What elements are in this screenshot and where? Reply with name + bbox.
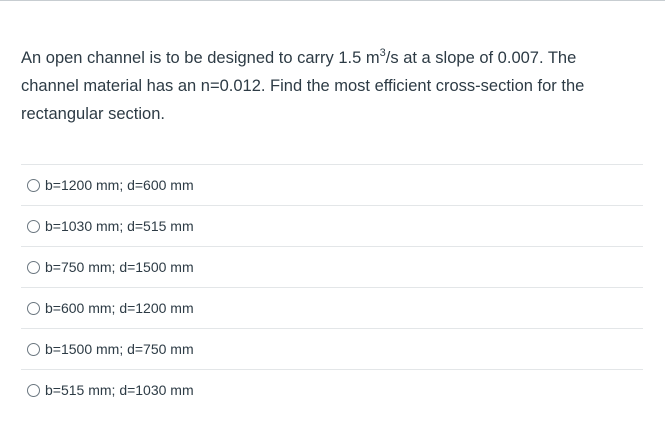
answer-label[interactable]: b=750 mm; d=1500 mm bbox=[45, 259, 194, 275]
answer-label[interactable]: b=1500 mm; d=750 mm bbox=[45, 341, 194, 357]
answer-option-6[interactable] bbox=[21, 369, 643, 410]
question-text bbox=[21, 44, 636, 128]
answer-option-5[interactable] bbox=[21, 328, 643, 369]
question-text-part2: /s at a slope of 0.007. The channel material has an n=0.012. Find the most efficient cross-section for the rectangular section. bbox=[21, 49, 585, 123]
radio-unselected-icon[interactable] bbox=[27, 179, 40, 192]
answer-label[interactable]: b=600 mm; d=1200 mm bbox=[45, 300, 194, 316]
radio-unselected-icon[interactable] bbox=[27, 343, 40, 356]
answer-option-3[interactable] bbox=[21, 246, 643, 287]
question-text-part1: An open channel is to be designed to carry 1.5 m bbox=[21, 49, 380, 67]
radio-unselected-icon[interactable] bbox=[27, 220, 40, 233]
answer-label[interactable]: b=1030 mm; d=515 mm bbox=[45, 218, 194, 234]
answer-option-4[interactable] bbox=[21, 287, 643, 328]
answer-list bbox=[21, 164, 643, 410]
radio-unselected-icon[interactable] bbox=[27, 302, 40, 315]
top-divider bbox=[0, 0, 665, 1]
answer-option-1[interactable] bbox=[21, 164, 643, 205]
radio-unselected-icon[interactable] bbox=[27, 384, 40, 397]
answer-label[interactable]: b=515 mm; d=1030 mm bbox=[45, 382, 194, 398]
answer-option-2[interactable] bbox=[21, 205, 643, 246]
question-superscript: 3 bbox=[379, 46, 386, 59]
radio-unselected-icon[interactable] bbox=[27, 261, 40, 274]
answer-label[interactable]: b=1200 mm; d=600 mm bbox=[45, 177, 194, 193]
